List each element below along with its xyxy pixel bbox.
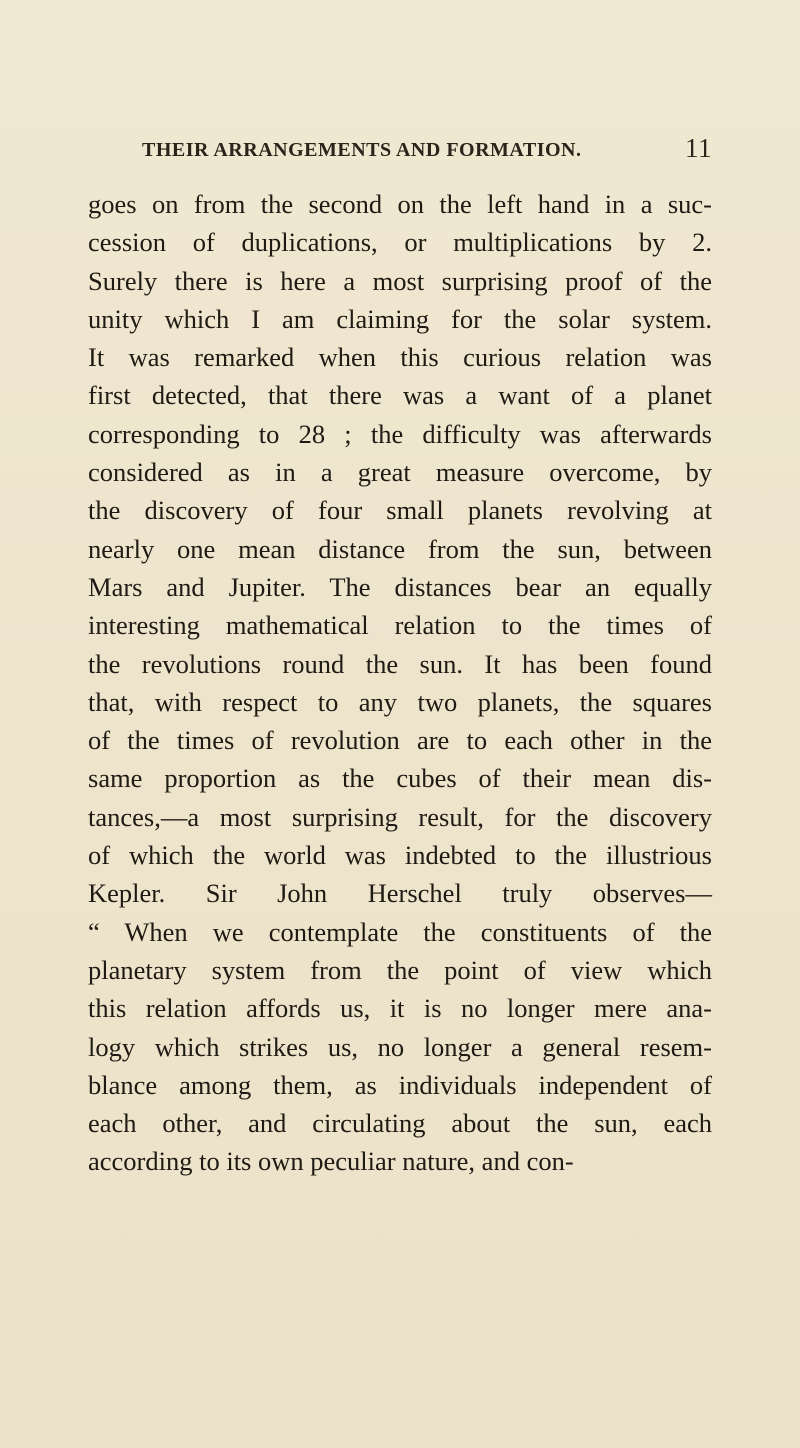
text-line: same proportion as the cubes of their mean dis- bbox=[88, 763, 712, 794]
body-paragraph bbox=[88, 185, 712, 1181]
text-line: first detected, that there was a want of a planet bbox=[88, 380, 712, 411]
text-line: planetary system from the point of view which bbox=[88, 954, 712, 985]
text-line: nearly one mean distance from the sun, between bbox=[88, 533, 712, 564]
page-number: 11 bbox=[685, 133, 712, 163]
text-line: of the times of revolution are to each other in the bbox=[88, 725, 712, 756]
running-head bbox=[142, 133, 712, 167]
text-line: the discovery of four small planets revolving at bbox=[88, 495, 712, 526]
text-line: this relation affords us, it is no longer mere ana- bbox=[88, 993, 712, 1024]
text-line: Kepler. Sir John Herschel truly observes— bbox=[88, 878, 712, 909]
text-line: that, with respect to any two planets, the squares bbox=[88, 686, 712, 717]
text-line: of which the world was indebted to the illustrious bbox=[88, 840, 712, 871]
text-line: tances,—a most surprising result, for the discovery bbox=[88, 801, 712, 832]
running-head-title: THEIR ARRANGEMENTS AND FORMATION. bbox=[142, 139, 582, 161]
text-line: “ When we contemplate the constituents of the bbox=[88, 916, 712, 947]
text-line: cession of duplications, or multiplications by 2. bbox=[88, 227, 712, 258]
text-line: It was remarked when this curious relation was bbox=[88, 342, 712, 373]
text-line: logy which strikes us, no longer a general resem- bbox=[88, 1031, 712, 1062]
text-line: according to its own peculiar nature, and con- bbox=[88, 1146, 574, 1177]
text-line: interesting mathematical relation to the times of bbox=[88, 610, 712, 641]
text-line: each other, and circulating about the sun, each bbox=[88, 1108, 712, 1139]
text-line: goes on from the second on the left hand in a suc- bbox=[88, 189, 712, 219]
text-line: considered as in a great measure overcome, by bbox=[88, 457, 712, 488]
text-line: Surely there is here a most surprising proof of the bbox=[88, 265, 712, 296]
text-line: Mars and Jupiter. The distances bear an equally bbox=[88, 571, 712, 602]
text-line: corresponding to 28 ; the difficulty was afterwards bbox=[88, 418, 712, 449]
text-line: blance among them, as individuals independent of bbox=[88, 1069, 712, 1100]
text-line: the revolutions round the sun. It has been found bbox=[88, 648, 712, 679]
text-line: unity which I am claiming for the solar system. bbox=[88, 303, 712, 334]
